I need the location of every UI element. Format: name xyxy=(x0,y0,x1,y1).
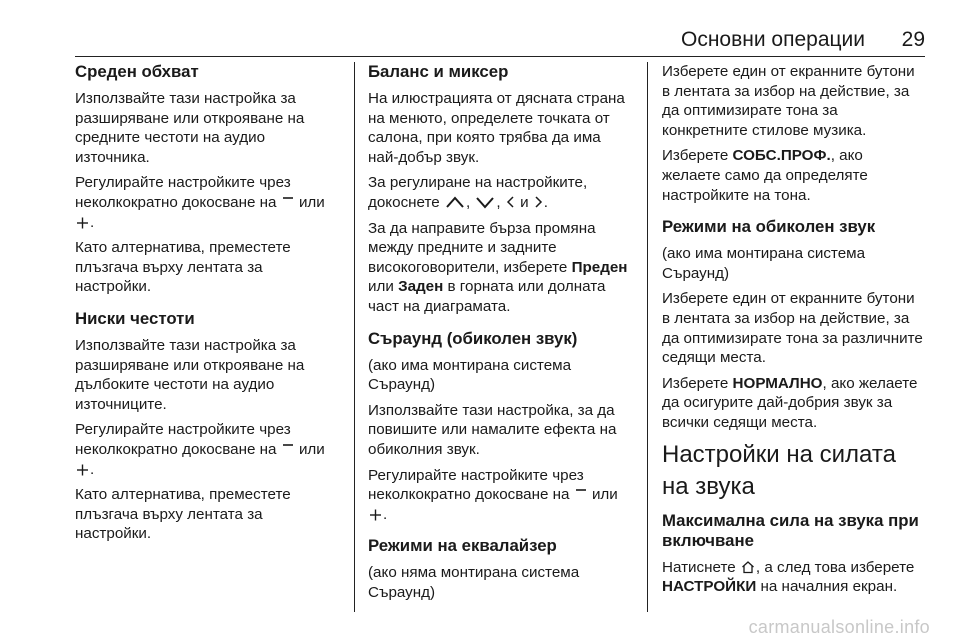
page-header xyxy=(75,26,925,57)
paragraph: (ако има монтирана система Съраунд) xyxy=(662,245,866,282)
watermark: carmanualsonline.info xyxy=(748,617,930,637)
heading-mid-range: Среден обхват xyxy=(75,62,199,81)
paragraph: На илюстрацията от дясната страна на менюто, определете точката от салона, при която трябва да има най-добър звук. xyxy=(368,90,625,166)
paragraph: Използвайте тази настройка, за да повишите или намалите ефекта на обиколния звук. xyxy=(368,401,617,458)
page-number: 29 xyxy=(901,28,925,51)
term-custom: СОБС.ПРОФ. xyxy=(732,147,831,165)
plus-icon xyxy=(76,462,89,476)
heading-balance: Баланс и миксер xyxy=(368,62,509,81)
chevron-right-icon xyxy=(534,195,543,209)
column-right xyxy=(662,62,924,603)
paragraph: Като алтернатива, преместете плъзгача върху лентата за настройки. xyxy=(75,486,291,543)
term-rear: Заден xyxy=(398,278,444,296)
paragraph: Регулирайте настройките чрез неколкократно докосване на или . xyxy=(75,421,325,478)
paragraph: За регулиране на настройките, докоснете , , и . xyxy=(368,174,588,211)
paragraph: Като алтернатива, преместете плъзгача върху лентата за настройки. xyxy=(75,239,291,296)
paragraph: Изберете НОРМАЛНО, ако желаете да осигурите дай-добрия звук за всички седящи места. xyxy=(662,374,918,431)
section-title-volume: Настройки на силата на звука xyxy=(662,440,896,500)
heading-surround: Съраунд (обиколен звук) xyxy=(368,328,578,348)
column-divider xyxy=(354,62,355,612)
home-icon xyxy=(741,560,755,574)
heading-low-range: Ниски честоти xyxy=(75,308,195,328)
paragraph: (ако има монтирана система Съраунд) xyxy=(368,356,572,394)
paragraph: Изберете един от екранните бутони в лентата за избор на действие, за да оптимизирате тона за различните седящи места. xyxy=(662,290,923,367)
term-settings: НАСТРОЙКИ xyxy=(662,578,757,596)
heading-equalizer-modes: Режими на еквалайзер xyxy=(368,536,557,556)
paragraph: Регулирайте настройките чрез неколкократно докосване на или . xyxy=(75,174,325,231)
column-left xyxy=(75,62,337,550)
term-normal: НОРМАЛНО xyxy=(732,374,823,392)
chevron-down-icon xyxy=(475,195,495,209)
plus-icon xyxy=(369,507,382,521)
page-title: Основни операции xyxy=(680,28,865,51)
paragraph: За да направите бърза промяна между предните и задните високоговорители, изберете Преден или Заден в горната или долната част на диаграмата. xyxy=(368,219,628,315)
plus-icon xyxy=(76,215,89,229)
paragraph: Регулирайте настройките чрез неколкократно докосване на или . xyxy=(368,466,618,523)
term-front: Преден xyxy=(571,258,628,276)
minus-icon xyxy=(282,195,294,209)
minus-icon xyxy=(282,442,294,456)
minus-icon xyxy=(575,487,587,501)
paragraph: (ако няма монтирана система Съраунд) xyxy=(368,564,580,601)
chevron-up-icon xyxy=(445,195,465,209)
paragraph: Използвайте тази настройка за разширяване или открояване на средните честоти на аудио източника. xyxy=(75,90,305,166)
paragraph: Изберете един от екранните бутони в лентата за избор на действие, за да оптимизирате тона за конкретните стилове музика. xyxy=(662,63,915,139)
heading-surround-modes: Режими на обиколен звук xyxy=(662,217,876,237)
paragraph: Използвайте тази настройка за разширяване или открояване на дълбоките честоти на аудио източниците. xyxy=(75,336,305,413)
chevron-left-icon xyxy=(506,195,515,209)
heading-max-startup-volume: Максимална сила на звука при включване xyxy=(662,510,919,550)
column-middle xyxy=(368,62,630,608)
paragraph: Изберете СОБС.ПРОФ., ако желаете само да определяте настройките на тона. xyxy=(662,147,868,204)
paragraph: Натиснете , а след това изберете НАСТРОЙКИ на началния екран. xyxy=(662,558,915,596)
column-divider xyxy=(647,62,648,612)
